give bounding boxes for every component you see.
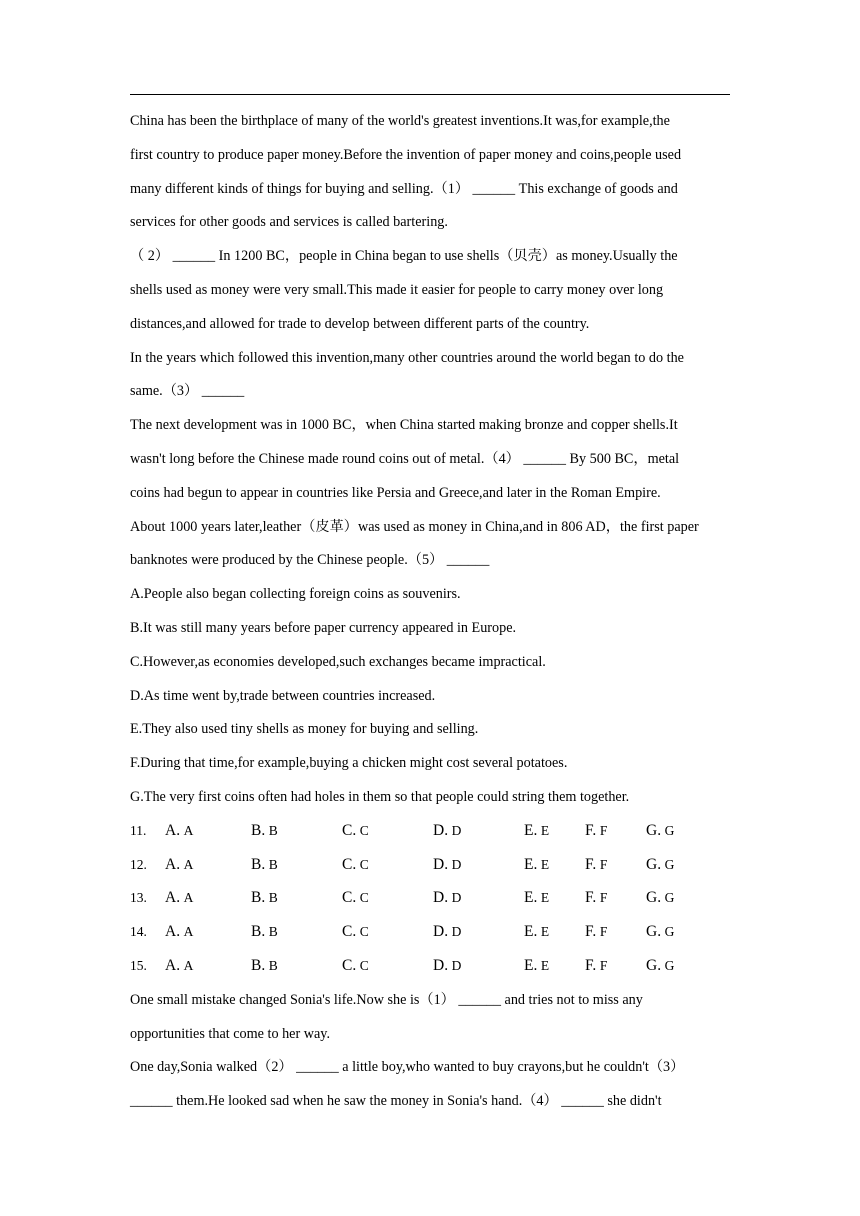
- question-row: [130, 821, 740, 855]
- answer-choice-f[interactable]: F. F: [585, 821, 608, 839]
- answer-choice-f[interactable]: F. F: [585, 889, 608, 907]
- passage-line: same.（3） ______: [130, 383, 245, 400]
- answer-choice-e[interactable]: E. E: [524, 821, 550, 839]
- answer-choice-c[interactable]: C. C: [342, 956, 369, 974]
- answer-choice-g[interactable]: G. G: [646, 855, 675, 873]
- answer-choice-a[interactable]: A. A: [165, 855, 194, 873]
- passage-1: [130, 111, 740, 584]
- answer-choice-a[interactable]: A. A: [165, 821, 194, 839]
- question-row: [130, 956, 740, 990]
- answer-choice-e[interactable]: E. E: [524, 855, 550, 873]
- answer-choice-g[interactable]: G. G: [646, 956, 675, 974]
- question-number: 13.: [130, 890, 147, 906]
- option-item: F.During that time,for example,buying a chicken might cost several potatoes.: [130, 755, 568, 772]
- answer-choice-b[interactable]: B. B: [251, 821, 278, 839]
- option-list: [130, 584, 740, 821]
- question-row: [130, 888, 740, 922]
- passage-line: （ 2） ______ In 1200 BC，people in China began to use shells（贝壳）as money.Usually the: [130, 248, 678, 265]
- question-number: 14.: [130, 924, 147, 940]
- answer-choice-a[interactable]: A. A: [165, 956, 194, 974]
- option-item: D.As time went by,trade between countries increased.: [130, 687, 436, 704]
- answer-choice-e[interactable]: E. E: [524, 956, 550, 974]
- option-item: G.The very first coins often had holes in them so that people could string them together.: [130, 788, 630, 805]
- question-number: 15.: [130, 957, 147, 973]
- passage-line: opportunities that come to her way.: [130, 1025, 331, 1042]
- header-rule: [130, 94, 730, 95]
- question-row: [130, 922, 740, 956]
- passage-line: China has been the birthplace of many of the world's greatest inventions.It was,for example,the: [130, 113, 670, 129]
- answer-choice-c[interactable]: C. C: [342, 923, 369, 941]
- answer-choice-d[interactable]: D. D: [433, 821, 462, 839]
- passage-line: shells used as money were very small.This made it easier for people to carry money over long: [130, 281, 664, 298]
- answer-choice-b[interactable]: B. B: [251, 855, 278, 873]
- answer-choice-f[interactable]: F. F: [585, 855, 608, 873]
- question-number: 11.: [130, 822, 147, 838]
- option-item: A.People also began collecting foreign coins as souvenirs.: [130, 586, 461, 603]
- answer-choice-d[interactable]: D. D: [433, 923, 462, 941]
- passage-line: One small mistake changed Sonia's life.Now she is（1） ______ and tries not to miss any: [130, 991, 643, 1008]
- answer-choice-a[interactable]: A. A: [165, 889, 194, 907]
- passage-line: services for other goods and services is called bartering.: [130, 214, 448, 231]
- passage-line: In the years which followed this invention,many other countries around the world began to do the: [130, 349, 684, 366]
- answer-choice-e[interactable]: E. E: [524, 889, 550, 907]
- answer-choice-a[interactable]: A. A: [165, 923, 194, 941]
- answer-choice-d[interactable]: D. D: [433, 956, 462, 974]
- passage-line: coins had begun to appear in countries like Persia and Greece,and later in the Roman Empire.: [130, 484, 661, 501]
- answer-choice-g[interactable]: G. G: [646, 923, 675, 941]
- question-number: 12.: [130, 856, 147, 872]
- passage-line: many different kinds of things for buying and selling.（1） ______ This exchange of goods and: [130, 180, 678, 197]
- passage-line: first country to produce paper money.Before the invention of paper money and coins,people used: [130, 146, 682, 163]
- passage-line: The next development was in 1000 BC，when China started making bronze and copper shells.It: [130, 417, 678, 434]
- answer-choice-f[interactable]: F. F: [585, 923, 608, 941]
- answer-choice-d[interactable]: D. D: [433, 855, 462, 873]
- answer-choice-c[interactable]: C. C: [342, 889, 369, 907]
- document-body: [130, 111, 740, 1125]
- answer-choice-g[interactable]: G. G: [646, 821, 675, 839]
- answer-choice-c[interactable]: C. C: [342, 821, 369, 839]
- question-row: [130, 855, 740, 889]
- option-item: C.However,as economies developed,such exchanges became impractical.: [130, 653, 546, 670]
- answer-choice-b[interactable]: B. B: [251, 956, 278, 974]
- passage-line: banknotes were produced by the Chinese people.（5） ______: [130, 552, 490, 569]
- answer-choice-d[interactable]: D. D: [433, 889, 462, 907]
- passage-line: One day,Sonia walked（2） ______ a little boy,who wanted to buy crayons,but he couldn't（3）: [130, 1059, 685, 1076]
- answer-choice-g[interactable]: G. G: [646, 889, 675, 907]
- answer-choice-b[interactable]: B. B: [251, 923, 278, 941]
- answer-choice-c[interactable]: C. C: [342, 855, 369, 873]
- passage-line: ______ them.He looked sad when he saw the money in Sonia's hand.（4） ______ she didn't: [130, 1093, 662, 1110]
- passage-line: distances,and allowed for trade to develop between different parts of the country.: [130, 315, 590, 332]
- answer-choice-f[interactable]: F. F: [585, 956, 608, 974]
- answer-choice-b[interactable]: B. B: [251, 889, 278, 907]
- passage-2: [130, 990, 740, 1125]
- option-item: E.They also used tiny shells as money for buying and selling.: [130, 721, 479, 738]
- answer-choice-e[interactable]: E. E: [524, 923, 550, 941]
- passage-line: wasn't long before the Chinese made round coins out of metal.（4） ______ By 500 BC，metal: [130, 450, 680, 467]
- option-item: B.It was still many years before paper currency appeared in Europe.: [130, 619, 517, 636]
- answer-grid: [130, 821, 740, 990]
- passage-line: About 1000 years later,leather（皮革）was used as money in China,and in 806 AD，the first paper: [130, 518, 699, 535]
